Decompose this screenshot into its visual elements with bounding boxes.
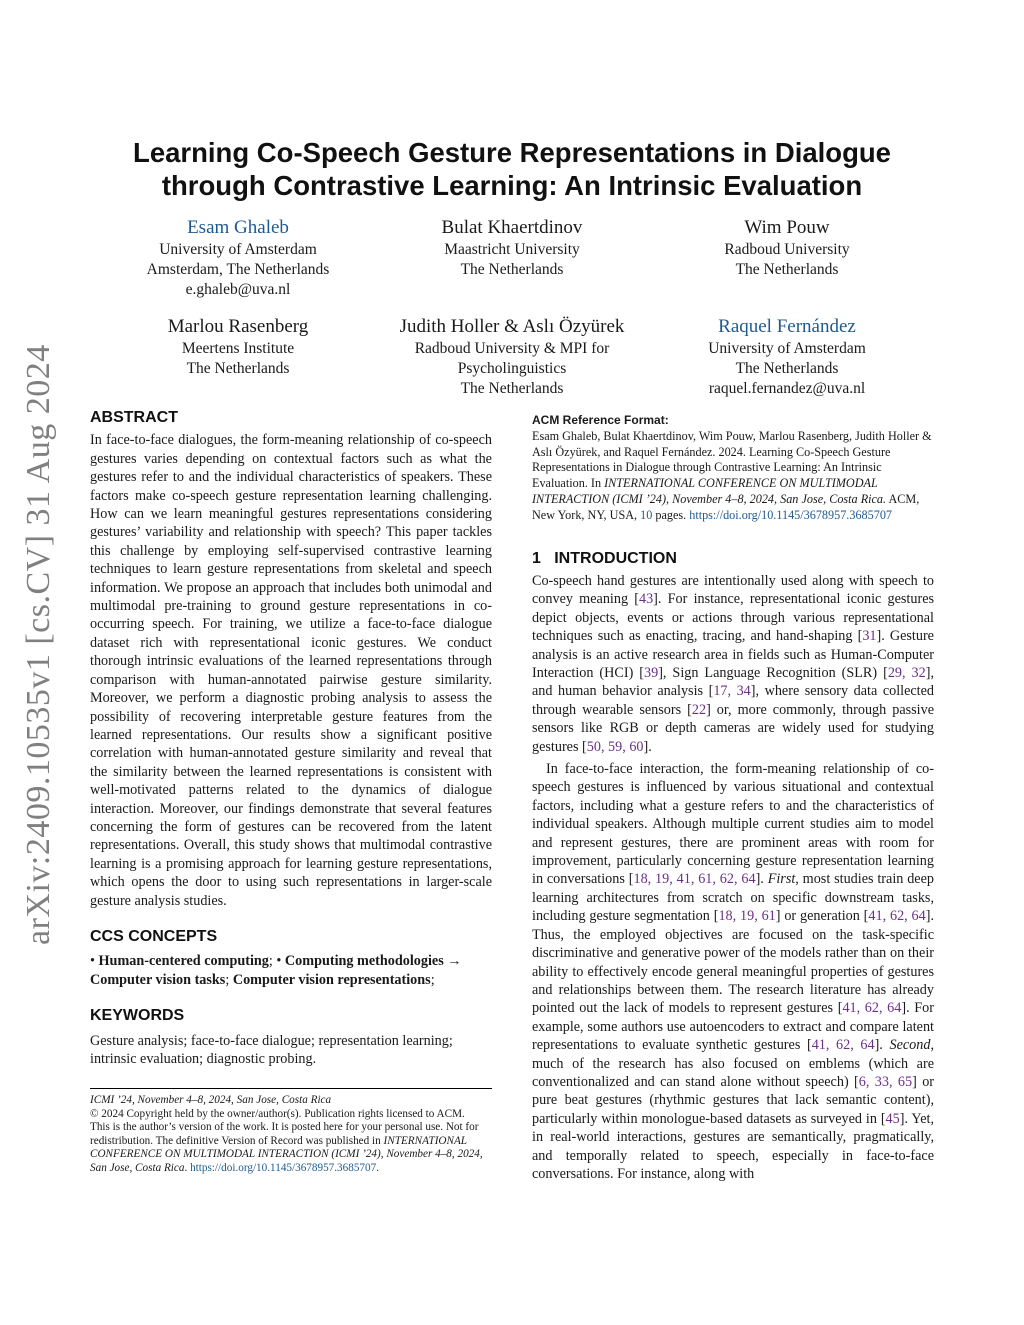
- separator: ;: [225, 971, 230, 988]
- author-name-link[interactable]: Raquel Fernández: [718, 316, 856, 337]
- author-affiliation: Maastricht University: [444, 241, 580, 258]
- author-location: The Netherlands: [735, 360, 839, 377]
- citation-link[interactable]: 41, 62, 64: [811, 1037, 875, 1054]
- title-line-2: through Contrastive Learning: An Intrinsic Evaluation: [161, 170, 863, 201]
- arxiv-identifier: arXiv:2409.10535v1 [cs.CV] 31 Aug 2024: [20, 344, 57, 945]
- publication-notice: This is the author’s version of the work. It is posted here for your personal use. Not for redistribution. The definitive Version of Record was published in INTERNATIONAL CONFERENCE ON MULTIMODAL INTERACTION (ICMI ’24), November 4–8, 2024, San Jose, Costa Rica. https://doi.org/10.1145/3678957.3685707.: [90, 1121, 483, 1174]
- author-location: The Netherlands: [460, 261, 564, 278]
- author-affiliation: Radboud University: [724, 241, 850, 258]
- venue-line: ICMI ’24, November 4–8, 2024, San Jose, Costa Rica: [90, 1094, 332, 1106]
- author-block: [372, 315, 652, 399]
- ccs-item: Computer vision tasks: [90, 971, 226, 988]
- separator: ;: [268, 953, 273, 970]
- emphasis: Second: [889, 1037, 931, 1054]
- author-name: Marlou Rasenberg: [167, 316, 309, 337]
- citation-link[interactable]: 41, 62, 64: [868, 908, 926, 925]
- acm-reference-heading: ACM Reference Format:: [532, 413, 669, 427]
- author-name: Bulat Khaertdinov: [441, 217, 583, 238]
- author-email: e.ghaleb@uva.nl: [185, 281, 291, 298]
- author-block: [647, 216, 927, 280]
- conference-name: INTERNATIONAL CONFERENCE ON MULTIMODAL INTERACTION (ICMI ’24), November 4–8, 2024, San Jose, Costa Rica: [90, 1134, 483, 1174]
- title-line-1: Learning Co-Speech Gesture Representations in Dialogue: [133, 137, 891, 168]
- acm-reference: ACM Reference Format: Esam Ghaleb, Bulat Khaertdinov, Wim Pouw, Marlou Rasenberg, Judith Holler & Aslı Özyürek, and Raquel Fernández. 2024. Learning Co-Speech Gesture Representations in Dialogue through Contrastive Learning: An Intrinsic Evaluation. In INTERNATIONAL CONFERENCE ON MULTIMODAL INTERACTION (ICMI ’24), November 4–8, 2024, San Jose, Costa Rica. ACM, New York, NY, USA, 10 pages. https://doi.org/10.1145/3678957.3685707: [532, 413, 934, 524]
- intro-paragraph-2: In face-to-face interaction, the form-meaning relationship of co-speech gestures is influenced by various situational and contextual factors, including what a gesture refers to and the characteristics of individual speakers. Although multiple current studies aim to model and represent gestures, there are prominent areas with room for improvement, particularly concerning gesture representation learning in conversations [18, 19, 41, 61, 62, 64]. First, most studies train deep learning architectures from scratch on specific downstream tasks, including gesture segmentation [18, 19, 61] or generation [41, 62, 64]. Thus, the employed objectives are focused on the task-specific discriminative and generative power of the models rather than on their ability to effectively encode general meaningful properties of gestures and relationships between them. The research literature has already pointed out the lack of models to represent gestures [41, 62, 64]. For example, some authors use autoencoders to extract and compare latent representations to evaluate synthetic gestures [41, 62, 64]. Second, much of the research has also focused on emblems (which are conventionalized and can stand alone without speech) [6, 33, 65] or pure beat gestures (rhythmic gestures that lack semantic content), particularly within monologue-based datasets as surveyed in [45]. Yet, in real-world interactions, gestures are semantically, pragmatically, and temporally related to speech, especially in face-to-face conversations. For instance, along with: [532, 761, 935, 1182]
- abstract-heading: ABSTRACT: [90, 409, 178, 426]
- introduction-heading: 1 INTRODUCTION: [532, 549, 677, 567]
- ccs-heading: CCS CONCEPTS: [90, 927, 218, 945]
- citation-link[interactable]: 18, 19, 61: [718, 908, 776, 925]
- pages-link[interactable]: 10: [640, 507, 653, 522]
- author-name: Judith Holler & Aslı Özyürek: [399, 316, 625, 337]
- author-name: Wim Pouw: [744, 217, 830, 238]
- citation-link[interactable]: 50, 59, 60: [586, 738, 644, 755]
- citation-link[interactable]: 18, 19, 41, 61, 62, 64: [633, 871, 756, 888]
- citation-link[interactable]: 6, 33, 65: [858, 1073, 913, 1090]
- ccs-item: Computing methodologies: [284, 953, 444, 970]
- doi-link[interactable]: https://doi.org/10.1145/3678957.3685707: [190, 1161, 377, 1174]
- keywords-text: Gesture analysis; face-to-face dialogue; representation learning; intrinsic evaluation; diagnostic probing.: [90, 1032, 453, 1067]
- footnote: [90, 1094, 492, 1175]
- doi-link[interactable]: https://doi.org/10.1145/3678957.3685707: [689, 507, 893, 522]
- author-affiliation: Meertens Institute: [181, 340, 295, 357]
- author-email: raquel.fernandez@uva.nl: [708, 380, 866, 397]
- author-block: [372, 216, 652, 280]
- intro-paragraph-1: Co-speech hand gestures are intentionally used along with speech to convey meaning [43]. For instance, representational iconic gestures depict objects, events or actions through various representational techniques such as enacting, tracing, and hand-shaping [31]. Gesture analysis is an active research area in fields such as Human-Computer Interaction (HCI) [39], Sign Language Recognition (SLR) [29, 32], and human behavior analysis [17, 34], where sensory data collected through wearable sensors [22] or, more commonly, through passive sensors like RGB or depth cameras are widely used for studying gestures [50, 59, 60].: [532, 572, 935, 755]
- author-affiliation: University of Amsterdam: [159, 241, 317, 258]
- author-block: [98, 315, 378, 379]
- emphasis: First: [767, 871, 796, 888]
- citation-link[interactable]: 17, 34: [713, 683, 751, 700]
- author-affiliation: Radboud University & MPI for: [414, 340, 610, 357]
- ccs-item: Human-centered computing: [98, 953, 269, 970]
- footnote-divider: [90, 1088, 492, 1089]
- citation-link[interactable]: 41, 62, 64: [842, 1000, 902, 1017]
- separator: ;: [430, 971, 435, 988]
- author-block: [98, 216, 378, 300]
- arrow-icon: →: [447, 953, 462, 970]
- conference-name: INTERNATIONAL CONFERENCE ON MULTIMODAL INTERACTION (ICMI ’24), November 4–8, 2024, San Jose, Costa Rica.: [532, 476, 887, 506]
- author-name-link[interactable]: Esam Ghaleb: [187, 217, 289, 238]
- author-location: Amsterdam, The Netherlands: [146, 261, 330, 278]
- ccs-item: Computer vision representations: [232, 971, 431, 988]
- abstract-text: In face-to-face dialogues, the form-meaning relationship of co-speech gestures varies depending on contextual factors such as what the gestures refer to and the individual characteristics of speakers. These factors make co-speech gesture representation learning challenging. How can we learn meaningful gestures representations considering gestures’ variability and relationship with speech? This paper tackles this challenge by employing self-supervised contrastive learning techniques to learn gesture representations from skeletal and speech information. We propose an approach that includes both unimodal and multimodal pre-training to ground gesture representations in co-occurring speech. For training, we utilize a face-to-face dialogue dataset rich with representational iconic gestures. We conduct thorough intrinsic evaluations of the learned representations through comparison with human-annotated pairwise gesture similarity. Moreover, we perform a diagnostic probing analysis to assess the possibility of recovering interpretable gesture features from the learned representations. Our results show a significant positive correlation with human-annotated gesture similarity and reveal that the similarity between the learned representations is consistent with well-motivated patterns related to the dynamics of dialogue interaction. Moreover, our findings demonstrate that several features concerning the form of gestures can be recovered from the latent representations. Overall, this study shows that multimodal contrastive learning is a promising approach for learning gesture representations, which opens the door to using such representations in larger-scale gesture analysis studies.: [90, 432, 492, 909]
- author-block: [647, 315, 927, 399]
- citation-link[interactable]: 45: [885, 1110, 900, 1127]
- copyright-line: © 2024 Copyright held by the owner/author(s). Publication rights licensed to ACM.: [90, 1107, 465, 1120]
- citation-link[interactable]: 22: [691, 701, 707, 718]
- author-location: The Netherlands: [735, 261, 839, 278]
- citation-link[interactable]: 39: [644, 665, 659, 682]
- author-location: The Netherlands: [460, 380, 564, 397]
- citation-link[interactable]: 31: [862, 628, 877, 645]
- ccs-concepts: [90, 952, 492, 989]
- author-affiliation: Psycholinguistics: [457, 360, 567, 377]
- author-location: The Netherlands: [186, 360, 290, 377]
- left-column: [90, 409, 492, 1068]
- author-affiliation: University of Amsterdam: [708, 340, 866, 357]
- keywords-heading: KEYWORDS: [90, 1007, 185, 1025]
- bullet: •: [90, 953, 95, 970]
- right-column: [532, 413, 934, 1183]
- bullet: •: [276, 953, 282, 970]
- citation-link[interactable]: 29, 32: [887, 665, 926, 682]
- citation-link[interactable]: 43: [638, 591, 654, 608]
- paper-title: [100, 136, 924, 202]
